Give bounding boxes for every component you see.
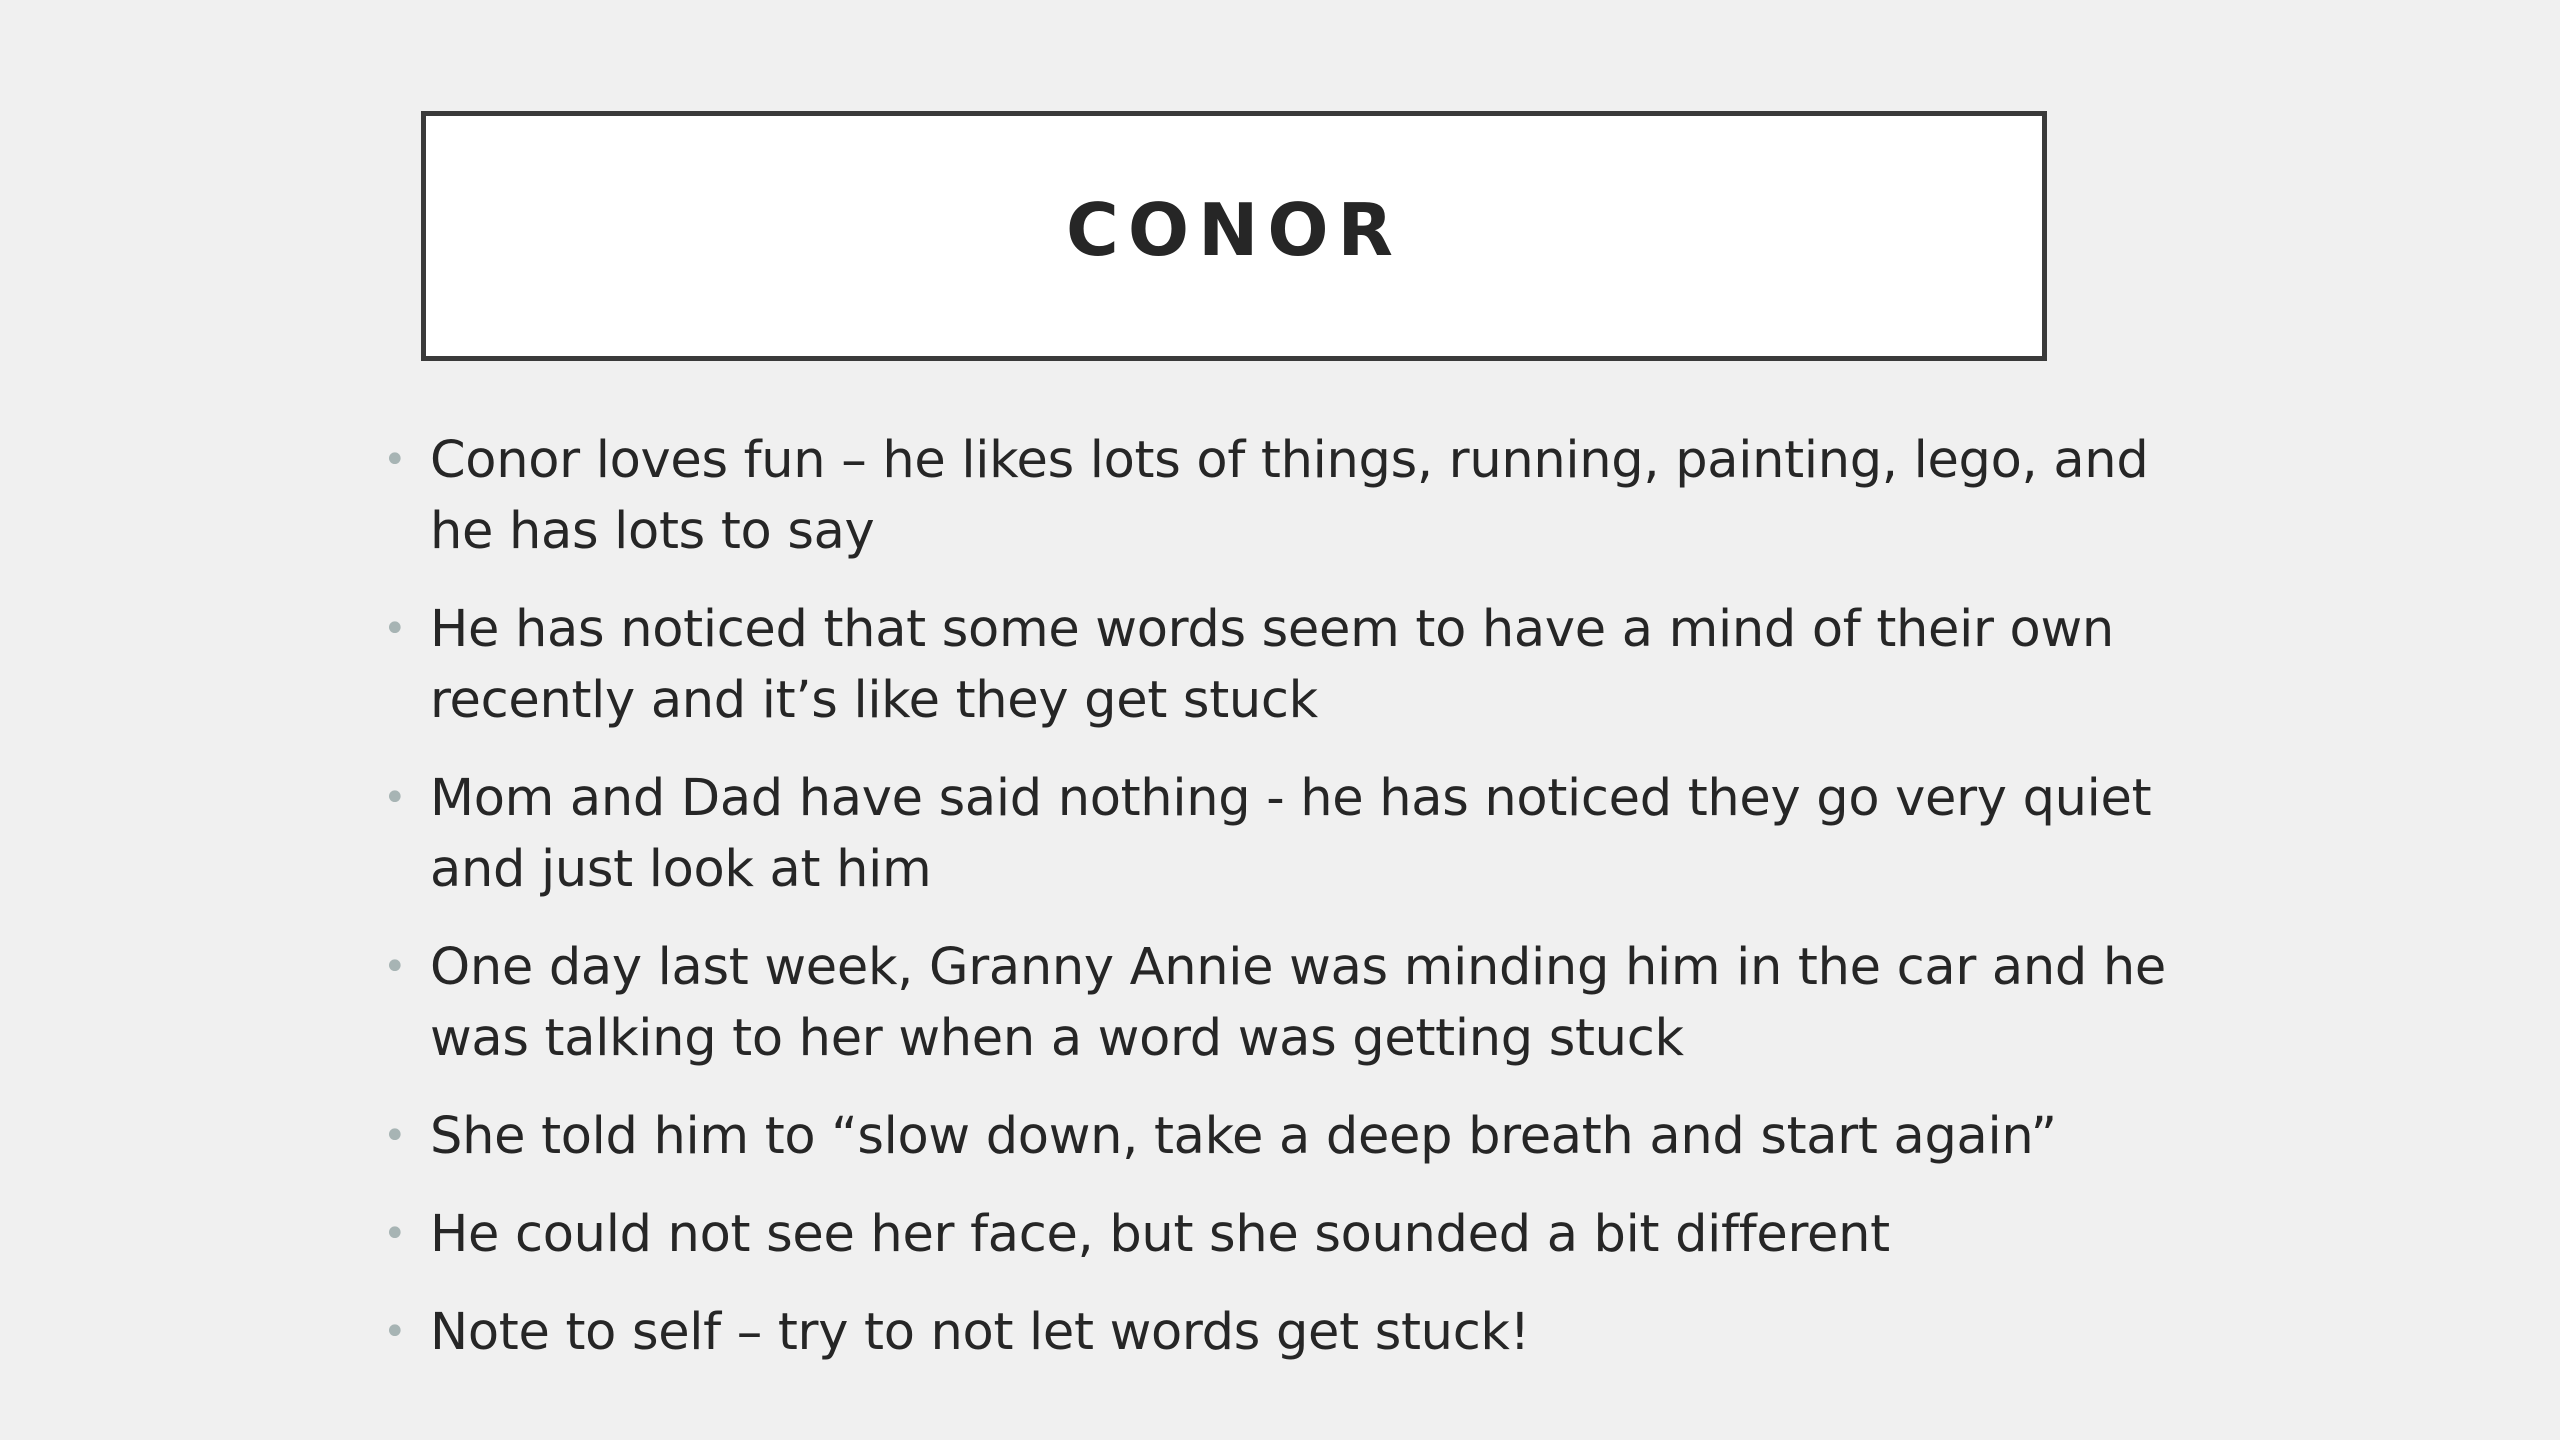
slide-title: CONOR (1066, 188, 1402, 272)
bullet-list (380, 425, 2180, 1395)
bullet-text: Mom and Dad have said nothing - he has noticed they go very quiet and just look at him (430, 769, 2152, 899)
bullet-item (380, 1101, 2180, 1172)
bullet-text: He has noticed that some words seem to have a mind of their own recently and it’s like they get stuck (430, 600, 2114, 730)
bullet-marker-icon: • (383, 944, 407, 990)
bullet-text: He could not see her face, but she sounded a bit different (430, 1205, 1890, 1264)
bullet-item (380, 932, 2180, 1074)
bullet-text: Conor loves fun – he likes lots of things, running, painting, lego, and he has lots to say (430, 431, 2149, 561)
bullet-item (380, 1297, 2180, 1368)
bullet-marker-icon: • (383, 1309, 407, 1355)
bullet-item (380, 425, 2180, 567)
bullet-item (380, 763, 2180, 905)
bullet-item (380, 1199, 2180, 1270)
bullet-marker-icon: • (383, 1211, 407, 1257)
bullet-text: Note to self – try to not let words get stuck! (430, 1303, 1530, 1362)
bullet-marker-icon: • (383, 606, 407, 652)
bullet-marker-icon: • (383, 437, 407, 483)
title-box (421, 111, 2047, 361)
bullet-item (380, 594, 2180, 736)
bullet-marker-icon: • (383, 1113, 407, 1159)
bullet-marker-icon: • (383, 775, 407, 821)
bullet-text: She told him to “slow down, take a deep breath and start again” (430, 1107, 2057, 1166)
bullet-text: One day last week, Granny Annie was minding him in the car and he was talking to her when a word was getting stuck (430, 938, 2166, 1068)
